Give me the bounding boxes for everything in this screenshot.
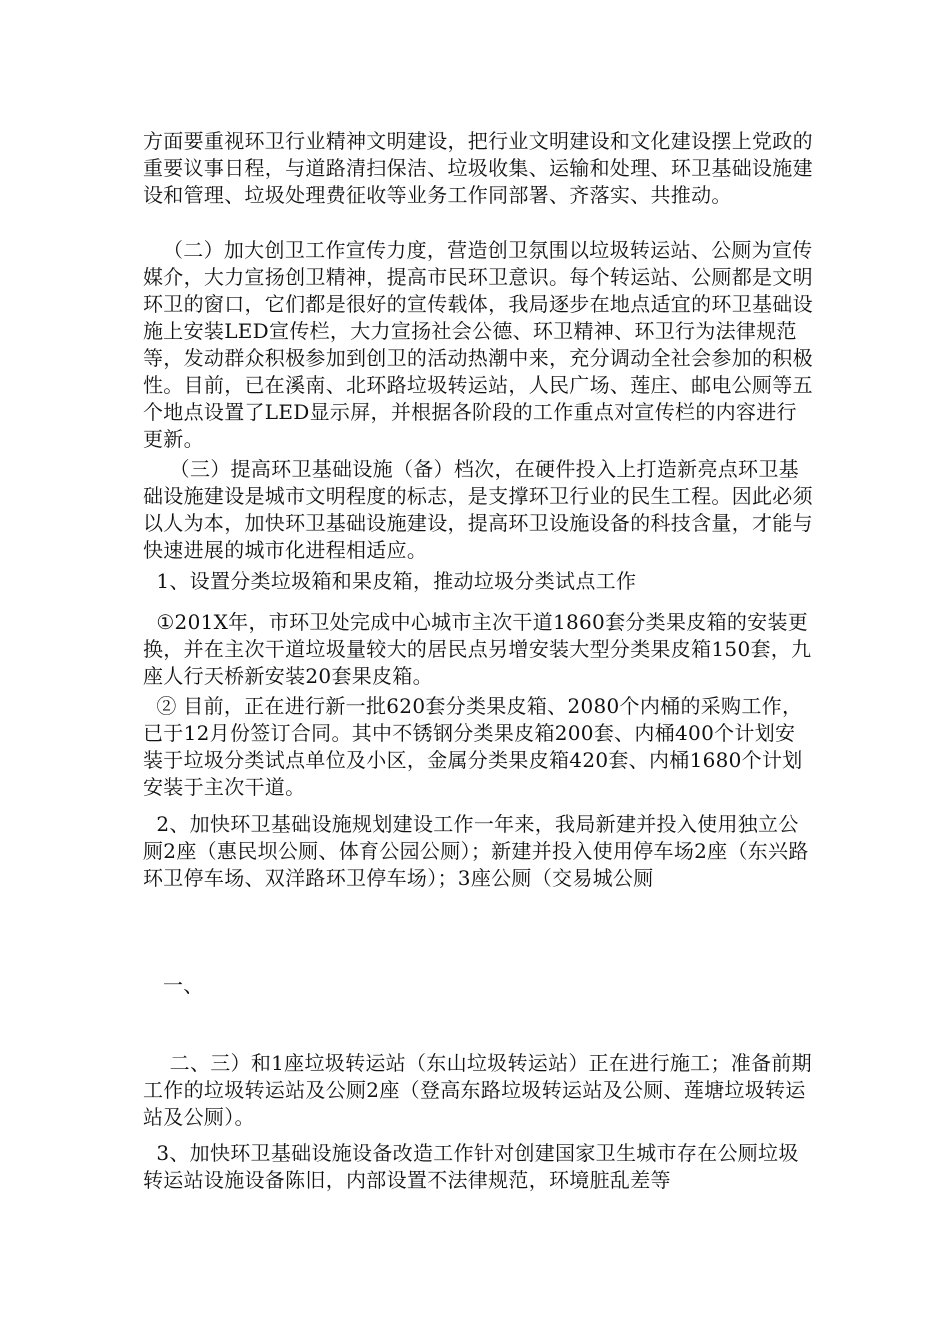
paragraph-section-3: （三）提高环卫基础设施（备）档次，在硬件投入上打造新亮点环卫基础设施建设是城市文明程度的标志，是支撑环卫行业的民生工程。因此必须以人为本，加快环卫基础设施建设，提高环卫设施设备的科技含量，才能与快速进展的城市化进程相适应。 — [143, 457, 813, 562]
paragraph-item-1-b: ② 目前，正在进行新一批620套分类果皮箱、2080个内桶的采购工作，已于12月份签订合同。其中不锈钢分类果皮箱200套、内桶400个计划安装于垃圾分类试点单位及小区，金属分类果皮箱420套、内桶1680个计划安装于主次干道。 — [143, 694, 803, 799]
paragraph-item-1-heading: 1、设置分类垃圾箱和果皮箱，推动垃圾分类试点工作 — [143, 569, 637, 593]
paragraph-item-1-a: ①201X年，市环卫处完成中心城市主次干道1860套分类果皮箱的安装更换，并在主次干道垃圾量较大的居民点另增安装大型分类果皮箱150套，九座人行天桥新安装20套果皮箱。 — [143, 610, 812, 688]
paragraph-item-2: 2、加快环卫基础设施规划建设工作一年来，我局新建并投入使用独立公厕2座（惠民坝公厕、体育公园公厕）；新建并投入使用停车场2座（东兴路环卫停车场、双洋路环卫停车场）；3座公厕（交易城公厕 — [143, 812, 809, 890]
paragraph-section-2: （二）加大创卫工作宣传力度，营造创卫氛围以垃圾转运站、公厕为宣传媒介，大力宣扬创卫精神，提高市民环卫意识。每个转运站、公厕都是文明环卫的窗口，它们都是很好的宣传载体，我局逐步在地点适宜的环卫基础设施上安装LED宣传栏，大力宣扬社会公德、环卫精神、环卫行为法律规范等，发动群众积极参加到创卫的活动热潮中来，充分调动全社会参加的积极性。目前，已在溪南、北环路垃圾转运站，人民广场、莲庄、邮电公厕等五个地点设置了LED显示屏，并根据各阶段的工作重点对宣传栏的内容进行更新。 — [143, 238, 813, 451]
paragraph-fragment-two-three: 二、三）和1座垃圾转运站（东山垃圾转运站）正在进行施工；准备前期工作的垃圾转运站及公厕2座（登高东路垃圾转运站及公厕、莲塘垃圾转运站及公厕）。 — [143, 1051, 812, 1129]
paragraph-fragment-one: 一、 — [143, 973, 204, 997]
paragraph-intro: 方面要重视环卫行业精神文明建设，把行业文明建设和文化建设摆上党政的重要议事日程，与道路清扫保洁、垃圾收集、运输和处理、环卫基础设施建设和管理、垃圾处理费征收等业务工作同部署、齐落实、共推动。 — [143, 129, 813, 207]
paragraph-item-3: 3、加快环卫基础设施设备改造工作针对创建国家卫生城市存在公厕垃圾转运站设施设备陈旧，内部设置不法律规范，环境脏乱差等 — [143, 1141, 799, 1192]
